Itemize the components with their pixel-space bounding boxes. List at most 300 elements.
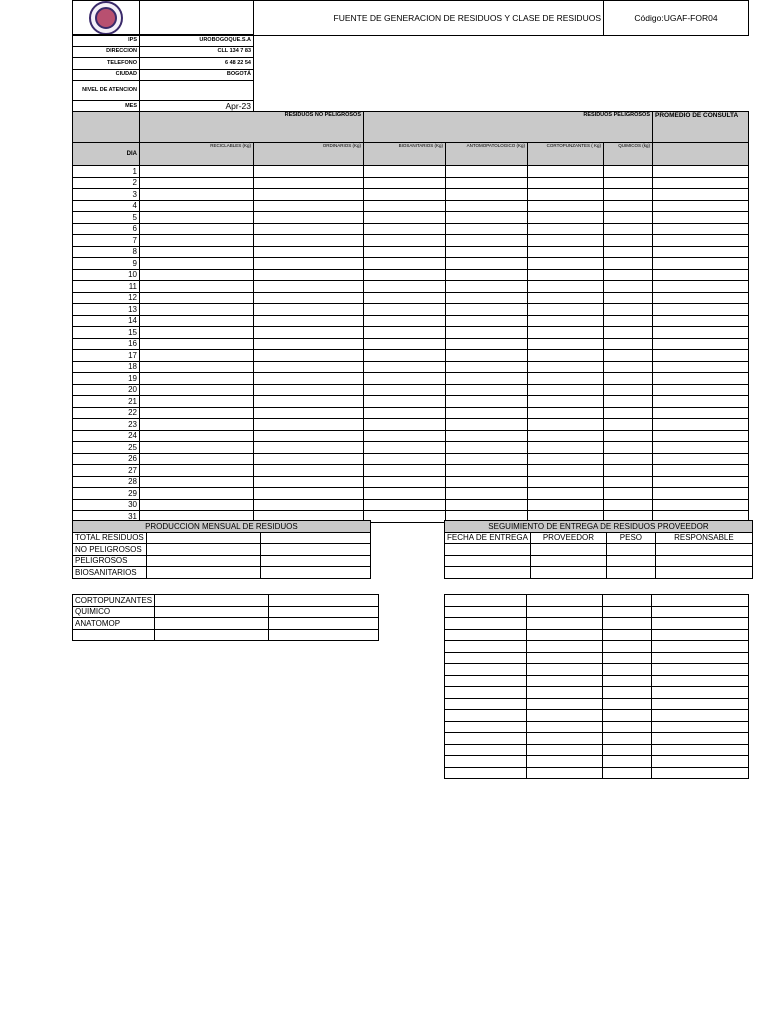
entry-cell[interactable] <box>446 361 528 373</box>
tracking-cell[interactable] <box>530 567 606 579</box>
entry-cell[interactable] <box>254 315 364 327</box>
entry-cell[interactable] <box>446 476 528 488</box>
tracking-cell[interactable] <box>445 567 531 579</box>
entry-cell[interactable] <box>364 442 446 454</box>
tracking-cell[interactable] <box>445 710 527 722</box>
tracking-cell[interactable] <box>445 641 527 653</box>
entry-cell[interactable] <box>653 430 749 442</box>
entry-cell[interactable] <box>140 407 254 419</box>
entry-cell[interactable] <box>604 177 653 189</box>
entry-cell[interactable] <box>528 292 604 304</box>
entry-cell[interactable] <box>254 200 364 212</box>
entry-cell[interactable] <box>364 189 446 201</box>
tracking-cell[interactable] <box>527 767 603 779</box>
entry-cell[interactable] <box>254 396 364 408</box>
entry-cell[interactable] <box>140 465 254 477</box>
entry-cell[interactable] <box>653 350 749 362</box>
summary-cell[interactable] <box>146 544 260 556</box>
entry-cell[interactable] <box>528 338 604 350</box>
entry-cell[interactable] <box>446 465 528 477</box>
tracking-cell[interactable] <box>655 555 752 567</box>
summary-cell[interactable] <box>260 544 370 556</box>
tracking-cell[interactable] <box>655 544 752 556</box>
entry-cell[interactable] <box>446 235 528 247</box>
tracking-cell[interactable] <box>527 744 603 756</box>
entry-cell[interactable] <box>140 476 254 488</box>
tracking-cell[interactable] <box>527 664 603 676</box>
entry-cell[interactable] <box>446 419 528 431</box>
entry-cell[interactable] <box>254 235 364 247</box>
tracking-cell[interactable] <box>606 567 655 579</box>
entry-cell[interactable] <box>653 499 749 511</box>
entry-cell[interactable] <box>653 177 749 189</box>
entry-cell[interactable] <box>254 338 364 350</box>
entry-cell[interactable] <box>140 430 254 442</box>
tracking-cell[interactable] <box>445 687 527 699</box>
tracking-cell[interactable] <box>530 544 606 556</box>
entry-cell[interactable] <box>528 223 604 235</box>
tracking-cell[interactable] <box>445 606 527 618</box>
entry-cell[interactable] <box>446 246 528 258</box>
entry-cell[interactable] <box>604 315 653 327</box>
entry-cell[interactable] <box>364 235 446 247</box>
entry-cell[interactable] <box>446 258 528 270</box>
entry-cell[interactable] <box>604 189 653 201</box>
tracking-cell[interactable] <box>603 652 652 664</box>
entry-cell[interactable] <box>364 258 446 270</box>
tracking-cell[interactable] <box>445 595 527 607</box>
entry-cell[interactable] <box>528 246 604 258</box>
entry-cell[interactable] <box>140 292 254 304</box>
entry-cell[interactable] <box>254 373 364 385</box>
tracking-cell[interactable] <box>445 744 527 756</box>
entry-cell[interactable] <box>140 246 254 258</box>
entry-cell[interactable] <box>140 315 254 327</box>
entry-cell[interactable] <box>364 246 446 258</box>
entry-cell[interactable] <box>604 327 653 339</box>
entry-cell[interactable] <box>528 442 604 454</box>
entry-cell[interactable] <box>446 430 528 442</box>
tracking-cell[interactable] <box>603 698 652 710</box>
entry-cell[interactable] <box>364 361 446 373</box>
entry-cell[interactable] <box>364 396 446 408</box>
entry-cell[interactable] <box>364 465 446 477</box>
tracking-cell[interactable] <box>652 698 749 710</box>
entry-cell[interactable] <box>364 511 446 523</box>
entry-cell[interactable] <box>653 373 749 385</box>
summary-cell[interactable] <box>260 567 370 579</box>
entry-cell[interactable] <box>653 246 749 258</box>
entry-cell[interactable] <box>653 304 749 316</box>
entry-cell[interactable] <box>604 235 653 247</box>
entry-cell[interactable] <box>254 246 364 258</box>
entry-cell[interactable] <box>653 258 749 270</box>
entry-cell[interactable] <box>604 384 653 396</box>
entry-cell[interactable] <box>653 292 749 304</box>
entry-cell[interactable] <box>653 212 749 224</box>
tracking-cell[interactable] <box>603 618 652 630</box>
entry-cell[interactable] <box>140 442 254 454</box>
entry-cell[interactable] <box>446 350 528 362</box>
entry-cell[interactable] <box>364 315 446 327</box>
entry-cell[interactable] <box>653 200 749 212</box>
entry-cell[interactable] <box>254 258 364 270</box>
tracking-cell[interactable] <box>445 618 527 630</box>
entry-cell[interactable] <box>604 476 653 488</box>
entry-cell[interactable] <box>364 269 446 281</box>
entry-cell[interactable] <box>364 453 446 465</box>
entry-cell[interactable] <box>254 327 364 339</box>
entry-cell[interactable] <box>604 304 653 316</box>
tracking-cell[interactable] <box>603 641 652 653</box>
tracking-cell[interactable] <box>652 733 749 745</box>
tracking-cell[interactable] <box>603 756 652 768</box>
tracking-cell[interactable] <box>603 675 652 687</box>
entry-cell[interactable] <box>604 499 653 511</box>
tracking-cell[interactable] <box>655 567 752 579</box>
summary-cell[interactable] <box>269 629 379 641</box>
entry-cell[interactable] <box>364 200 446 212</box>
summary-cell[interactable] <box>146 532 260 544</box>
entry-cell[interactable] <box>604 269 653 281</box>
entry-cell[interactable] <box>604 212 653 224</box>
entry-cell[interactable] <box>604 373 653 385</box>
entry-cell[interactable] <box>364 407 446 419</box>
summary-cell[interactable] <box>269 618 379 630</box>
summary-cell[interactable] <box>269 606 379 618</box>
entry-cell[interactable] <box>604 292 653 304</box>
entry-cell[interactable] <box>254 488 364 500</box>
tracking-cell[interactable] <box>445 721 527 733</box>
entry-cell[interactable] <box>446 200 528 212</box>
entry-cell[interactable] <box>254 304 364 316</box>
entry-cell[interactable] <box>604 223 653 235</box>
entry-cell[interactable] <box>528 465 604 477</box>
summary-cell[interactable] <box>155 629 269 641</box>
entry-cell[interactable] <box>140 499 254 511</box>
entry-cell[interactable] <box>604 396 653 408</box>
tracking-cell[interactable] <box>445 767 527 779</box>
entry-cell[interactable] <box>364 350 446 362</box>
entry-cell[interactable] <box>446 499 528 511</box>
tracking-cell[interactable] <box>527 652 603 664</box>
entry-cell[interactable] <box>653 281 749 293</box>
entry-cell[interactable] <box>528 396 604 408</box>
entry-cell[interactable] <box>604 361 653 373</box>
entry-cell[interactable] <box>254 212 364 224</box>
entry-cell[interactable] <box>528 350 604 362</box>
entry-cell[interactable] <box>254 189 364 201</box>
entry-cell[interactable] <box>528 384 604 396</box>
entry-cell[interactable] <box>528 453 604 465</box>
tracking-cell[interactable] <box>603 744 652 756</box>
entry-cell[interactable] <box>528 189 604 201</box>
entry-cell[interactable] <box>653 315 749 327</box>
entry-cell[interactable] <box>254 407 364 419</box>
entry-cell[interactable] <box>528 476 604 488</box>
summary-cell[interactable] <box>260 532 370 544</box>
entry-cell[interactable] <box>653 407 749 419</box>
entry-cell[interactable] <box>604 453 653 465</box>
tracking-cell[interactable] <box>652 721 749 733</box>
entry-cell[interactable] <box>254 419 364 431</box>
tracking-cell[interactable] <box>603 710 652 722</box>
entry-cell[interactable] <box>446 488 528 500</box>
entry-cell[interactable] <box>140 350 254 362</box>
tracking-cell[interactable] <box>652 618 749 630</box>
entry-cell[interactable] <box>446 373 528 385</box>
tracking-cell[interactable] <box>652 744 749 756</box>
entry-cell[interactable] <box>140 384 254 396</box>
entry-cell[interactable] <box>528 235 604 247</box>
entry-cell[interactable] <box>653 476 749 488</box>
entry-cell[interactable] <box>446 453 528 465</box>
entry-cell[interactable] <box>364 430 446 442</box>
tracking-cell[interactable] <box>652 756 749 768</box>
entry-cell[interactable] <box>364 499 446 511</box>
entry-cell[interactable] <box>604 465 653 477</box>
entry-cell[interactable] <box>364 177 446 189</box>
tracking-cell[interactable] <box>606 555 655 567</box>
entry-cell[interactable] <box>604 442 653 454</box>
tracking-cell[interactable] <box>603 687 652 699</box>
entry-cell[interactable] <box>446 281 528 293</box>
entry-cell[interactable] <box>653 223 749 235</box>
entry-cell[interactable] <box>528 200 604 212</box>
entry-cell[interactable] <box>604 350 653 362</box>
tracking-cell[interactable] <box>603 606 652 618</box>
tracking-cell[interactable] <box>527 629 603 641</box>
entry-cell[interactable] <box>528 281 604 293</box>
entry-cell[interactable] <box>528 373 604 385</box>
entry-cell[interactable] <box>254 269 364 281</box>
entry-cell[interactable] <box>140 177 254 189</box>
entry-cell[interactable] <box>446 292 528 304</box>
tracking-cell[interactable] <box>527 606 603 618</box>
entry-cell[interactable] <box>446 338 528 350</box>
entry-cell[interactable] <box>604 166 653 178</box>
tracking-cell[interactable] <box>606 544 655 556</box>
tracking-cell[interactable] <box>652 767 749 779</box>
entry-cell[interactable] <box>446 407 528 419</box>
entry-cell[interactable] <box>364 373 446 385</box>
entry-cell[interactable] <box>604 338 653 350</box>
tracking-cell[interactable] <box>527 641 603 653</box>
entry-cell[interactable] <box>528 177 604 189</box>
entry-cell[interactable] <box>528 258 604 270</box>
entry-cell[interactable] <box>528 430 604 442</box>
entry-cell[interactable] <box>528 212 604 224</box>
summary-cell[interactable] <box>260 555 370 567</box>
entry-cell[interactable] <box>653 338 749 350</box>
entry-cell[interactable] <box>364 281 446 293</box>
entry-cell[interactable] <box>254 476 364 488</box>
entry-cell[interactable] <box>446 327 528 339</box>
entry-cell[interactable] <box>653 384 749 396</box>
tracking-cell[interactable] <box>445 555 531 567</box>
summary-cell[interactable] <box>269 595 379 607</box>
tracking-cell[interactable] <box>445 664 527 676</box>
entry-cell[interactable] <box>140 419 254 431</box>
summary-cell[interactable] <box>155 606 269 618</box>
tracking-cell[interactable] <box>527 710 603 722</box>
tracking-cell[interactable] <box>652 710 749 722</box>
tracking-cell[interactable] <box>527 733 603 745</box>
entry-cell[interactable] <box>254 177 364 189</box>
tracking-cell[interactable] <box>652 595 749 607</box>
entry-cell[interactable] <box>653 465 749 477</box>
entry-cell[interactable] <box>254 465 364 477</box>
entry-cell[interactable] <box>140 304 254 316</box>
entry-cell[interactable] <box>254 453 364 465</box>
entry-cell[interactable] <box>653 442 749 454</box>
tracking-cell[interactable] <box>603 629 652 641</box>
entry-cell[interactable] <box>254 442 364 454</box>
entry-cell[interactable] <box>528 315 604 327</box>
entry-cell[interactable] <box>528 419 604 431</box>
tracking-cell[interactable] <box>527 721 603 733</box>
entry-cell[interactable] <box>604 281 653 293</box>
entry-cell[interactable] <box>528 488 604 500</box>
tracking-cell[interactable] <box>445 675 527 687</box>
entry-cell[interactable] <box>140 200 254 212</box>
entry-cell[interactable] <box>653 419 749 431</box>
tracking-cell[interactable] <box>652 629 749 641</box>
entry-cell[interactable] <box>140 281 254 293</box>
entry-cell[interactable] <box>254 292 364 304</box>
entry-cell[interactable] <box>446 212 528 224</box>
entry-cell[interactable] <box>364 166 446 178</box>
entry-cell[interactable] <box>446 269 528 281</box>
entry-cell[interactable] <box>604 488 653 500</box>
tracking-cell[interactable] <box>603 733 652 745</box>
entry-cell[interactable] <box>653 235 749 247</box>
entry-cell[interactable] <box>653 488 749 500</box>
entry-cell[interactable] <box>446 166 528 178</box>
entry-cell[interactable] <box>653 361 749 373</box>
entry-cell[interactable] <box>140 189 254 201</box>
entry-cell[interactable] <box>140 166 254 178</box>
entry-cell[interactable] <box>140 258 254 270</box>
entry-cell[interactable] <box>653 396 749 408</box>
entry-cell[interactable] <box>528 361 604 373</box>
entry-cell[interactable] <box>604 200 653 212</box>
tracking-cell[interactable] <box>603 721 652 733</box>
entry-cell[interactable] <box>446 177 528 189</box>
entry-cell[interactable] <box>528 499 604 511</box>
entry-cell[interactable] <box>653 453 749 465</box>
entry-cell[interactable] <box>364 476 446 488</box>
entry-cell[interactable] <box>446 315 528 327</box>
entry-cell[interactable] <box>653 327 749 339</box>
entry-cell[interactable] <box>364 304 446 316</box>
tracking-cell[interactable] <box>652 675 749 687</box>
entry-cell[interactable] <box>254 361 364 373</box>
entry-cell[interactable] <box>604 407 653 419</box>
entry-cell[interactable] <box>364 292 446 304</box>
tracking-cell[interactable] <box>527 698 603 710</box>
entry-cell[interactable] <box>140 235 254 247</box>
entry-cell[interactable] <box>364 384 446 396</box>
entry-cell[interactable] <box>604 430 653 442</box>
entry-cell[interactable] <box>254 430 364 442</box>
entry-cell[interactable] <box>528 327 604 339</box>
entry-cell[interactable] <box>446 384 528 396</box>
summary-cell[interactable] <box>155 595 269 607</box>
tracking-cell[interactable] <box>603 595 652 607</box>
entry-cell[interactable] <box>446 223 528 235</box>
entry-cell[interactable] <box>653 166 749 178</box>
entry-cell[interactable] <box>528 407 604 419</box>
entry-cell[interactable] <box>140 361 254 373</box>
entry-cell[interactable] <box>140 338 254 350</box>
tracking-cell[interactable] <box>527 595 603 607</box>
summary-cell[interactable] <box>155 618 269 630</box>
entry-cell[interactable] <box>446 442 528 454</box>
tracking-cell[interactable] <box>527 618 603 630</box>
entry-cell[interactable] <box>446 189 528 201</box>
tracking-cell[interactable] <box>652 641 749 653</box>
entry-cell[interactable] <box>140 269 254 281</box>
entry-cell[interactable] <box>140 223 254 235</box>
entry-cell[interactable] <box>140 488 254 500</box>
entry-cell[interactable] <box>604 258 653 270</box>
entry-cell[interactable] <box>364 488 446 500</box>
entry-cell[interactable] <box>254 384 364 396</box>
entry-cell[interactable] <box>254 281 364 293</box>
summary-cell[interactable] <box>146 567 260 579</box>
entry-cell[interactable] <box>140 453 254 465</box>
entry-cell[interactable] <box>140 396 254 408</box>
entry-cell[interactable] <box>528 166 604 178</box>
tracking-cell[interactable] <box>603 664 652 676</box>
summary-cell[interactable] <box>146 555 260 567</box>
entry-cell[interactable] <box>254 166 364 178</box>
entry-cell[interactable] <box>140 373 254 385</box>
tracking-cell[interactable] <box>445 733 527 745</box>
tracking-cell[interactable] <box>652 664 749 676</box>
tracking-cell[interactable] <box>445 698 527 710</box>
entry-cell[interactable] <box>254 350 364 362</box>
entry-cell[interactable] <box>254 223 364 235</box>
tracking-cell[interactable] <box>527 675 603 687</box>
tracking-cell[interactable] <box>652 606 749 618</box>
entry-cell[interactable] <box>604 419 653 431</box>
entry-cell[interactable] <box>364 338 446 350</box>
entry-cell[interactable] <box>140 212 254 224</box>
tracking-cell[interactable] <box>527 756 603 768</box>
tracking-cell[interactable] <box>652 687 749 699</box>
entry-cell[interactable] <box>528 269 604 281</box>
tracking-cell[interactable] <box>527 687 603 699</box>
entry-cell[interactable] <box>604 246 653 258</box>
tracking-cell[interactable] <box>652 652 749 664</box>
entry-cell[interactable] <box>364 212 446 224</box>
tracking-cell[interactable] <box>530 555 606 567</box>
entry-cell[interactable] <box>254 499 364 511</box>
tracking-cell[interactable] <box>603 767 652 779</box>
entry-cell[interactable] <box>446 304 528 316</box>
entry-cell[interactable] <box>446 396 528 408</box>
tracking-cell[interactable] <box>445 756 527 768</box>
entry-cell[interactable] <box>528 304 604 316</box>
entry-cell[interactable] <box>653 189 749 201</box>
entry-cell[interactable] <box>653 269 749 281</box>
entry-cell[interactable] <box>364 419 446 431</box>
tracking-cell[interactable] <box>445 629 527 641</box>
tracking-cell[interactable] <box>445 652 527 664</box>
tracking-cell[interactable] <box>445 544 531 556</box>
